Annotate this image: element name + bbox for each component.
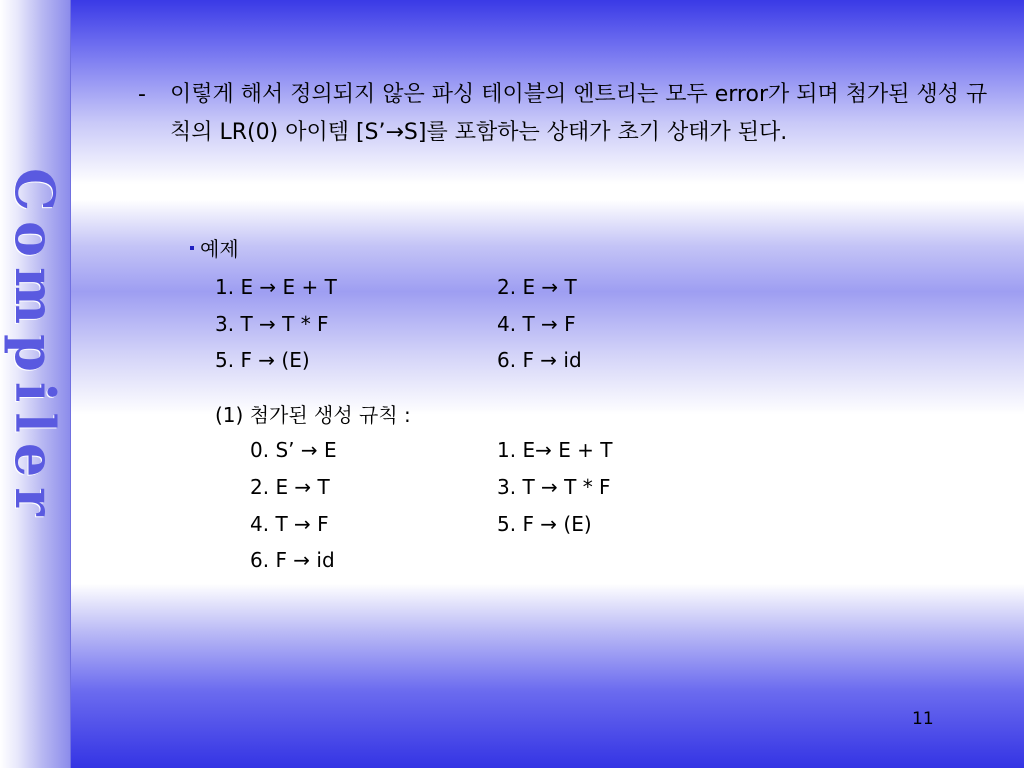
intro-text: 이렇게 해서 정의되지 않은 파싱 테이블의 엔트리는 모두 error가 되며 첨가된 생성 규칙의 LR(0) 아이템 [S’→S]를 포함하는 상태가 초기 상태가 된다. (170, 82, 988, 145)
augmented-heading: (1) 첨가된 생성 규칙 : (215, 403, 411, 427)
page-number: 11 (912, 709, 934, 729)
augmented-rule-5: 5. F → (E) (497, 512, 592, 536)
example-rule-1: 1. E → E + T (215, 275, 337, 299)
side-title: Compiler (3, 168, 67, 526)
augmented-rule-2: 2. E → T (250, 475, 330, 499)
example-rule-4: 4. T → F (497, 312, 576, 336)
small-square-bullet-icon (190, 246, 194, 250)
example-rule-2: 2. E → T (497, 275, 577, 299)
augmented-rule-0: 0. S’ → E (250, 438, 337, 462)
intro-paragraph (138, 76, 998, 152)
augmented-rule-4: 4. T → F (250, 512, 329, 536)
example-heading-label: 예제 (200, 237, 239, 261)
example-rule-5: 5. F → (E) (215, 348, 310, 372)
example-rule-3: 3. T → T * F (215, 312, 329, 336)
example-heading (190, 236, 239, 262)
dash-bullet: - (138, 82, 146, 107)
example-rule-6: 6. F → id (497, 348, 582, 372)
augmented-rule-6: 6. F → id (250, 548, 335, 572)
augmented-rule-1: 1. E→ E + T (497, 438, 613, 462)
augmented-rule-3: 3. T → T * F (497, 475, 611, 499)
